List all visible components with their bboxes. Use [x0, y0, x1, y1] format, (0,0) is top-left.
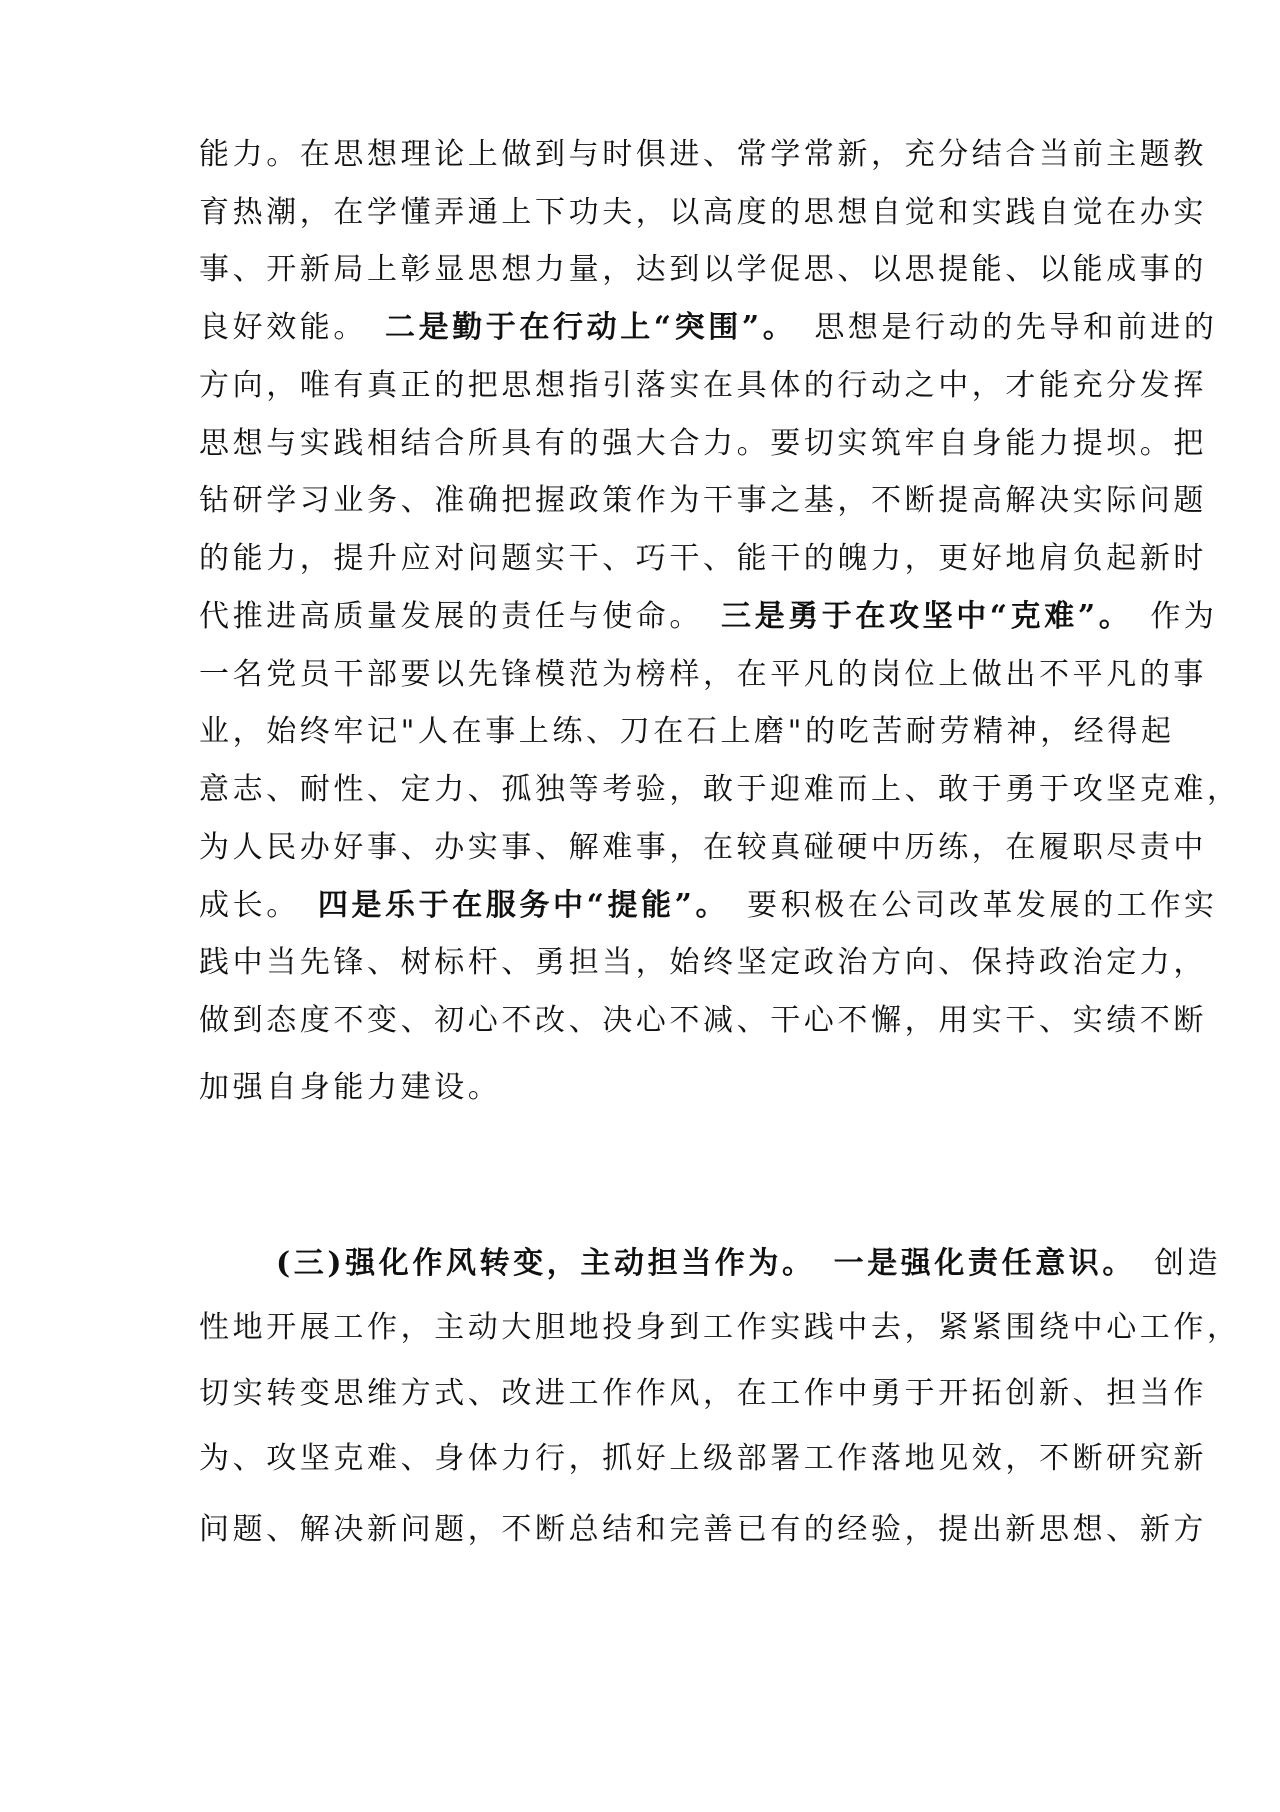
text-run: 加强自身能力建设。: [199, 1070, 502, 1105]
text-run: 思想与实践相结合所具有的强大合力。要切实筑牢自身能力提坝。把: [199, 426, 1207, 461]
text-run: 思想是行动的先导和前进的: [814, 310, 1218, 345]
text-line: [199, 770, 1241, 810]
text-line: [199, 424, 1207, 464]
text-run: 代推进高质量发展的责任与使命。: [199, 599, 703, 634]
text-line: [199, 655, 1207, 695]
text-line: [199, 250, 1207, 290]
text-run: 的能力，提升应对问题实干、巧干、能干的魄力，更好地肩负起新时: [199, 541, 1207, 576]
text-run: 业，始终牢记"人在事上练、刀在石上磨"的吃苦耐劳精神，经得起: [199, 714, 1175, 749]
text-run: 一名党员干部要以先锋模范为榜样，在平凡的岗位上做出不平凡的事: [199, 657, 1207, 692]
text-run: 做到态度不变、初心不改、决心不减、干心不懈，用实干、实绩不断: [199, 1003, 1207, 1038]
text-line: [199, 366, 1207, 406]
text-run: 成长。: [199, 888, 300, 923]
text-run: 问题、解决新问题，不断总结和完善已有的经验，提出新思想、新方: [199, 1512, 1207, 1547]
text-line: [199, 1374, 1207, 1414]
text-line: [199, 1001, 1207, 1041]
text-run: 性地开展工作，主动大胆地投身到工作实践中去，紧紧围绕中心工作，: [199, 1310, 1241, 1345]
text-run: 意志、耐性、定力、孤独等考验，敢于迎难而上、敢于勇于攻坚克难，: [199, 772, 1241, 807]
text-run: 事、开新局上彰显思想力量，达到以学促思、以思提能、以能成事的: [199, 252, 1207, 287]
text-line: [199, 1439, 1207, 1479]
text-line: [199, 1308, 1241, 1348]
bold-heading: 四是乐于在服务中“提能”。: [317, 888, 730, 923]
bold-heading: 一是强化责任意识。: [833, 1246, 1136, 1281]
text-line: [199, 597, 1218, 637]
text-line: [199, 308, 1218, 348]
text-run: 能力。在思想理论上做到与时俱进、常学常新，充分结合当前主题教: [199, 137, 1207, 172]
text-run: 为、攻坚克难、身体力行，抓好上级部署工作落地见效，不断研究新: [199, 1441, 1207, 1476]
text-run: 方向，唯有真正的把思想指引落实在具体的行动之中，才能充分发挥: [199, 368, 1207, 403]
text-line: [199, 1068, 1099, 1108]
text-run: 切实转变思维方式、改进工作作风，在工作中勇于开拓创新、担当作: [199, 1376, 1207, 1411]
text-run: 良好效能。: [199, 310, 367, 345]
text-line: [199, 1510, 1207, 1550]
text-run: 为人民办好事、办实事、解难事，在较真碰硬中历练，在履职尽责中: [199, 830, 1207, 865]
text-line: [199, 481, 1207, 521]
text-run: 钻研学习业务、准确把握政策作为干事之基，不断提高解决实际问题: [199, 483, 1207, 518]
text-line: [199, 193, 1207, 233]
text-line: [199, 828, 1207, 868]
text-run: 作为: [1150, 599, 1218, 634]
text-line: [199, 886, 1218, 926]
text-line: [199, 943, 1207, 983]
text-line: [199, 712, 1175, 752]
text-run: 践中当先锋、树标杆、勇担当，始终坚定政治方向、保持政治定力，: [199, 945, 1207, 980]
text-run: 育热潮，在学懂弄通上下功夫，以高度的思想自觉和实践自觉在办实: [199, 195, 1207, 230]
text-run: 创造: [1154, 1246, 1222, 1281]
text-line: [199, 539, 1207, 579]
bold-heading: 三是勇于在攻坚中“克难”。: [721, 599, 1133, 634]
text-run: 要积极在公司改革发展的工作实: [747, 888, 1218, 923]
section-heading: (三)强化作风转变，主动担当作为。: [276, 1246, 816, 1281]
bold-heading: 二是勤于在行动上“突围”。: [385, 310, 797, 345]
text-line: [199, 135, 1207, 175]
text-line: [276, 1244, 1222, 1284]
